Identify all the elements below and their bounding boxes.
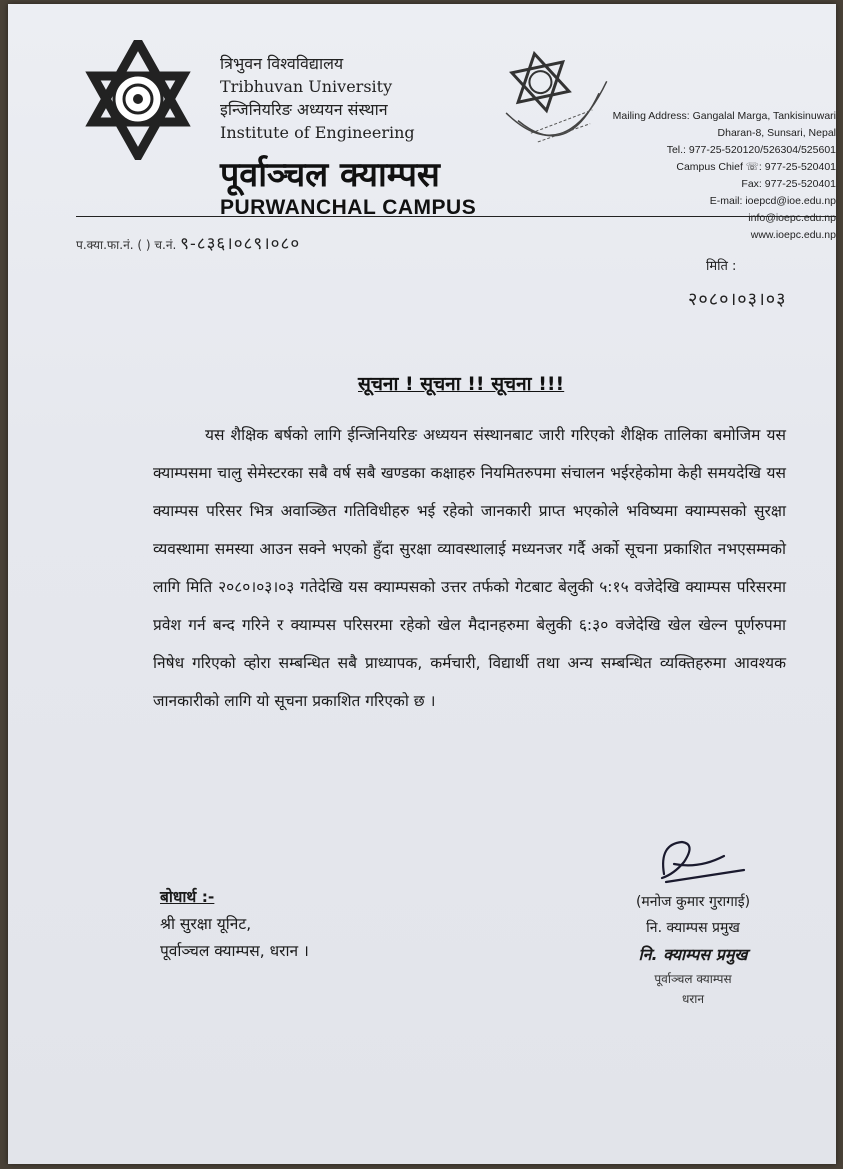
contact-block xyxy=(606,108,836,244)
university-name-block xyxy=(220,52,415,144)
date-value: २०८०।०३।०३ xyxy=(688,289,787,310)
signatory-post: नि. क्याम्पस प्रमुख xyxy=(646,920,740,936)
cc-line-2: पूर्वाञ्चल क्याम्पस, धरान । xyxy=(160,942,309,960)
reference-line xyxy=(76,231,300,254)
notice-heading: सूचना ! सूचना !! सूचना !!! xyxy=(358,373,565,395)
reference-label: प.क्या.फा.नं. ( ) च.नं. xyxy=(76,238,177,252)
university-name-en: Tribhuvan University xyxy=(220,77,393,96)
notice-body: यस शैक्षिक बर्षको लागि ईन्जिनियरिङ अध्ययन संस्थानबाट जारी गरिएको शैक्षिक तालिका बमोजिम यस क्याम्पसमा चालु सेमेस्टरका सबै वर्ष सबै खण्डका कक्षाहरु नियमितरुपमा संचालन भईरहेकोमा केही समयदेखि यस क्याम्पस परिसर भित्र अवाञ्छित गतिविधीहरु भई रहेको जानकारी प्राप्त भएकोले भविष्यमा क्याम्पसको सुरक्षा व्यवस्थामा समस्या आउन सक्ने भएको हुँदा सुरक्षा व्यावस्थालाई मध्यनजर गर्दै अर्को सूचना प्रकाशित नभएसम्मको लागि मिति २०८०।०३।०३ गतेदेखि यस क्याम्पसको उत्तर तर्फको गेटबाट बेलुकी ५:१५ वजेदेखि क्याम्पस परिसरमा प्रवेश गर्न बन्द गरिने र क्याम्पस परिसरमा रहेको खेल मैदानहरुमा बेलुकी ६:३० वजेदेखि खेल खेल्न पूर्णरुपमा निषेध गरिएको व्होरा सम्बन्धित सबै प्राध्यापक, कर्मचारी, विद्यार्थी तथा अन्य सम्बन्धित व्यक्तिहरुमा आवश्यक जानकारीको लागि यो सूचना प्रकाशित गरिएको छ । xyxy=(153,426,786,710)
stamp-place: धरान xyxy=(681,992,705,1006)
contact-city: Dharan-8, Sunsari, Nepal xyxy=(717,127,836,139)
signatory-name: (मनोज कुमार गुरागाई) xyxy=(635,894,751,910)
campus-name-ne: पूर्वाञ्चल क्याम्पस xyxy=(220,155,440,195)
date-label: मिति : xyxy=(706,259,737,274)
institute-name-en: Institute of Engineering xyxy=(220,123,415,142)
cc-line-1: श्री सुरक्षा यूनिट, xyxy=(160,915,252,933)
reference-number: ९-८३६।०८९।०८० xyxy=(180,234,301,254)
tu-star-logo-icon xyxy=(83,40,193,160)
contact-chief: Campus Chief ☏: 977-25-520401 xyxy=(676,161,836,173)
contact-fax: Fax: 977-25-520401 xyxy=(741,178,836,190)
cc-block xyxy=(160,884,309,965)
university-name-ne: त्रिभुवन विश्वविद्यालय xyxy=(220,54,344,73)
handwritten-signature xyxy=(604,834,779,894)
header-divider xyxy=(76,216,836,217)
contact-mailing: Mailing Address: Gangalal Marga, Tankisinuwari xyxy=(612,110,836,122)
campus-name-en: PURWANCHAL CAMPUS xyxy=(220,196,477,219)
signatory-block xyxy=(598,889,788,1009)
contact-email: E-mail: ioepcd@ioe.edu.np xyxy=(709,195,836,207)
contact-tel: Tel.: 977-25-520120/526304/525601 xyxy=(666,144,836,156)
contact-email-2: info@ioepc.edu.np xyxy=(748,212,836,224)
campus-seal-icon xyxy=(496,42,621,172)
institute-name-ne: इन्जिनियरिङ अध्ययन संस्थान xyxy=(220,100,388,119)
notice-paper xyxy=(8,4,836,1164)
stamp-campus: पूर्वाञ्चल क्याम्पस xyxy=(654,972,732,986)
contact-website: www.ioepc.edu.np xyxy=(750,229,836,241)
stamp-title: नि. क्याम्पस प्रमुख xyxy=(638,945,748,964)
cc-label: बोधार्थ :- xyxy=(160,888,215,906)
